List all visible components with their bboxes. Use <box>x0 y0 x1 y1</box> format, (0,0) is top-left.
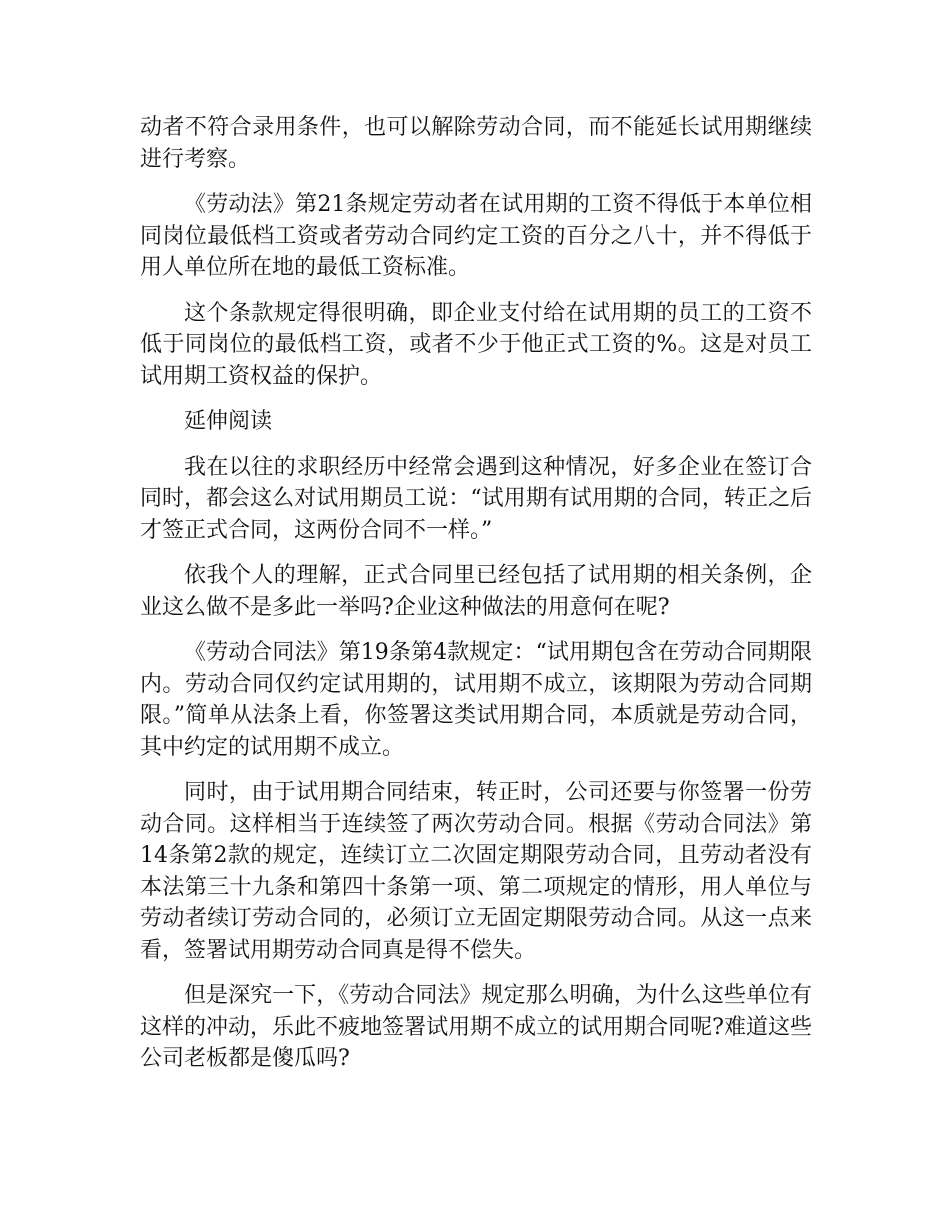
document-page <box>140 112 812 1089</box>
paragraph-clause-explanation: 这个条款规定得很明确，即企业支付给在试用期的员工的工资不低于同岗位的最低档工资，或者不少于他正式工资的%。这是对员工试用期工资权益的保护。 <box>140 300 812 389</box>
paragraph-job-experience: 我在以往的求职经历中经常会遇到这种情况，好多企业在签订合同时，都会这么对试用期员工说：“试用期有试用期的合同，转正之后才签正式合同，这两份合同不一样。” <box>140 454 812 543</box>
paragraph-labor-law-article-21: 《劳动法》第21条规定劳动者在试用期的工资不得低于本单位相同岗位最低档工资或者劳动合同约定工资的百分之八十，并不得低于用人单位所在地的最低工资标准。 <box>140 192 812 280</box>
paragraph-contract-law-article-14: 同时，由于试用期合同结束，转正时，公司还要与你签署一份劳动合同。这样相当于连续签了两次劳动合同。根据《劳动合同法》第14条第2款的规定，连续订立二次固定期限劳动合同，且劳动者没有本法第三十九条和第四十条第一项、第二项规定的情形，用人单位与劳动者续订劳动合同的，必须订立无固定期限劳动合同。从这一点来看，签署试用期劳动合同真是得不偿失。 <box>140 780 812 963</box>
paragraph-contract-law-article-19: 《劳动合同法》第19条第4款规定：“试用期包含在劳动合同期限内。劳动合同仅约定试用期的，试用期不成立，该期限为劳动合同期限。”简单从法条上看，你签署这类试用期合同，本质就是劳动合同，其中约定的试用期不成立。 <box>140 640 812 760</box>
section-heading-extended-reading: 延伸阅读 <box>184 409 273 434</box>
paragraph-continued: 动者不符合录用条件，也可以解除劳动合同，而不能延长试用期继续进行考察。 <box>140 115 812 172</box>
paragraph-closing-question: 但是深究一下，《劳动合同法》规定那么明确，为什么这些单位有这样的冲动，乐此不疲地签署试用期不成立的试用期合同呢?难道这些公司老板都是傻瓜吗? <box>140 983 812 1071</box>
paragraph-personal-understanding: 依我个人的理解，正式合同里已经包括了试用期的相关条例，企业这么做不是多此一举吗?企业这种做法的用意何在呢? <box>140 563 812 620</box>
